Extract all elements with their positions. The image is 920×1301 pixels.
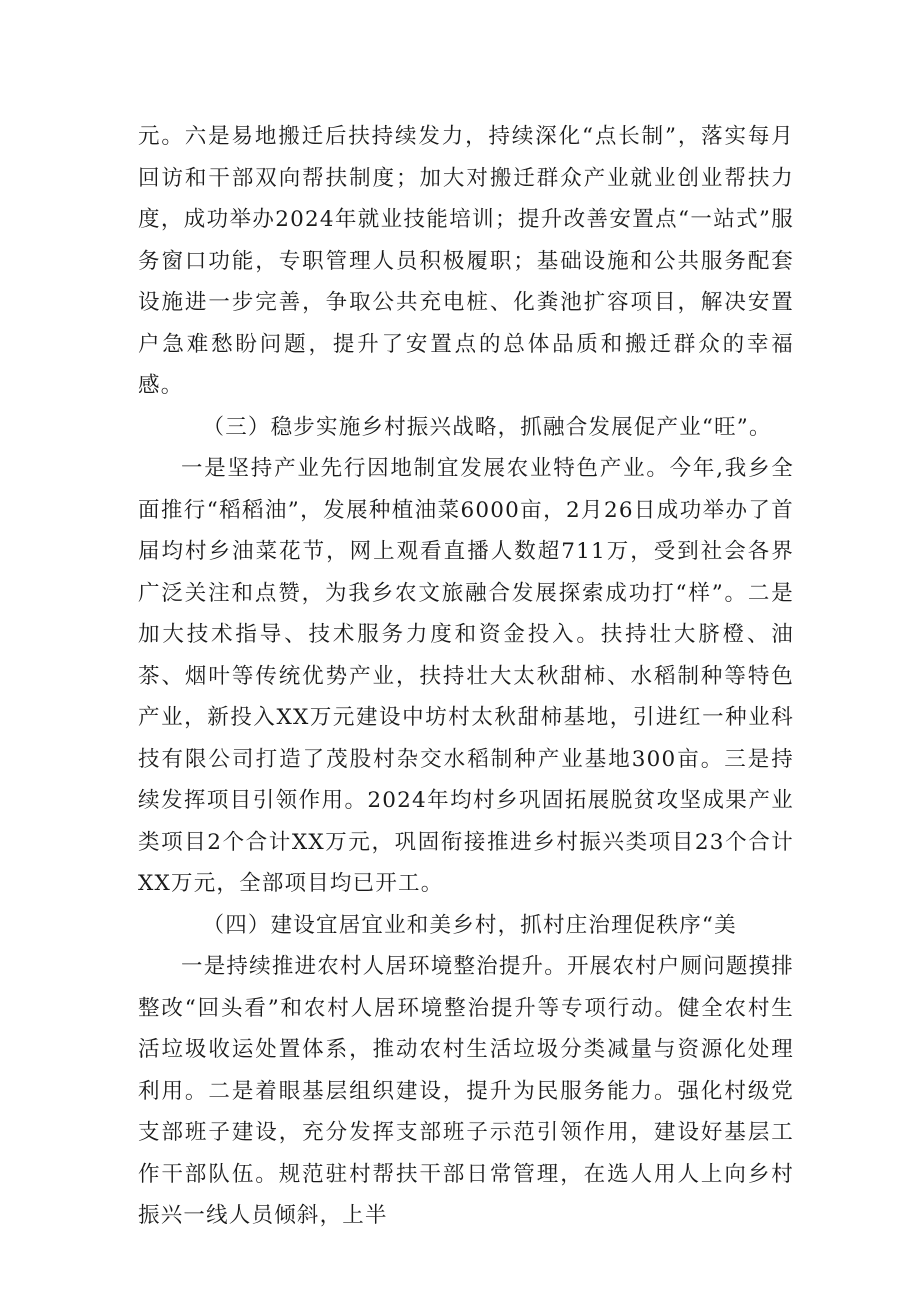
paragraph-village-governance: 一是持续推进农村人居环境整治提升。开展农村户厕问题摸排整改“回头看”和农村人居环境整治提升等专项行动。健全农村生活垃圾收运处置体系，推动农村生活垃圾分类减量与资源化处理利用。二是着眼基层组织建设，提升为民服务能力。强化村级党支部班子建设，充分发挥支部班子示范引领作用，建设好基层工作干部队伍。规范驻村帮扶干部日常管理，在选人用人上向乡村振兴一线人员倾斜，上半 — [138, 954, 794, 1228]
section-heading-rural-revitalization: （三）稳步实施乡村振兴战略，抓融合发展促产业“旺”。 — [202, 414, 772, 440]
section-heading-livable-village: （四）建设宜居宜业和美乡村，抓村庄治理促秩序“美 — [202, 912, 737, 938]
paragraph-relocation-support: 元。六是易地搬迁后扶持续发力，持续深化“点长制”，落实每月回访和干部双向帮扶制度；加大对搬迁群众产业就业创业帮扶力度，成功举办2024年就业技能培训；提升改善安置点“一站式”服务窗口功能，专职管理人员积极履职；基础设施和公共服务配套设施进一步完善，争取公共充电桩、化粪池扩容项目，解决安置户急难愁盼问题，提升了安置点的总体品质和搬迁群众的幸福感。 — [138, 124, 794, 398]
document-body — [138, 116, 794, 1237]
paragraph-industry-development: 一是坚持产业先行因地制宜发展农业特色产业。今年,我乡全面推行“稻稻油”，发展种植油菜6000亩，2月26日成功举办了首届均村乡油菜花节，网上观看直播人数超711万，受到社会各界广泛关注和点赞，为我乡农文旅融合发展探索成功打“样”。二是加大技术指导、技术服务力度和资金投入。扶持壮大脐橙、油茶、烟叶等传统优势产业，扶持壮大太秋甜柿、水稻制种等特色产业，新投入XX万元建设中坊村太秋甜柿基地，引进红一种业科技有限公司打造了茂股村杂交水稻制种产业基地300亩。三是持续发挥项目引领作用。2024年均村乡巩固拓展脱贫攻坚成果产业类项目2个合计XX万元，巩固衔接推进乡村振兴类项目23个合计XX万元，全部项目均已开工。 — [138, 456, 794, 896]
